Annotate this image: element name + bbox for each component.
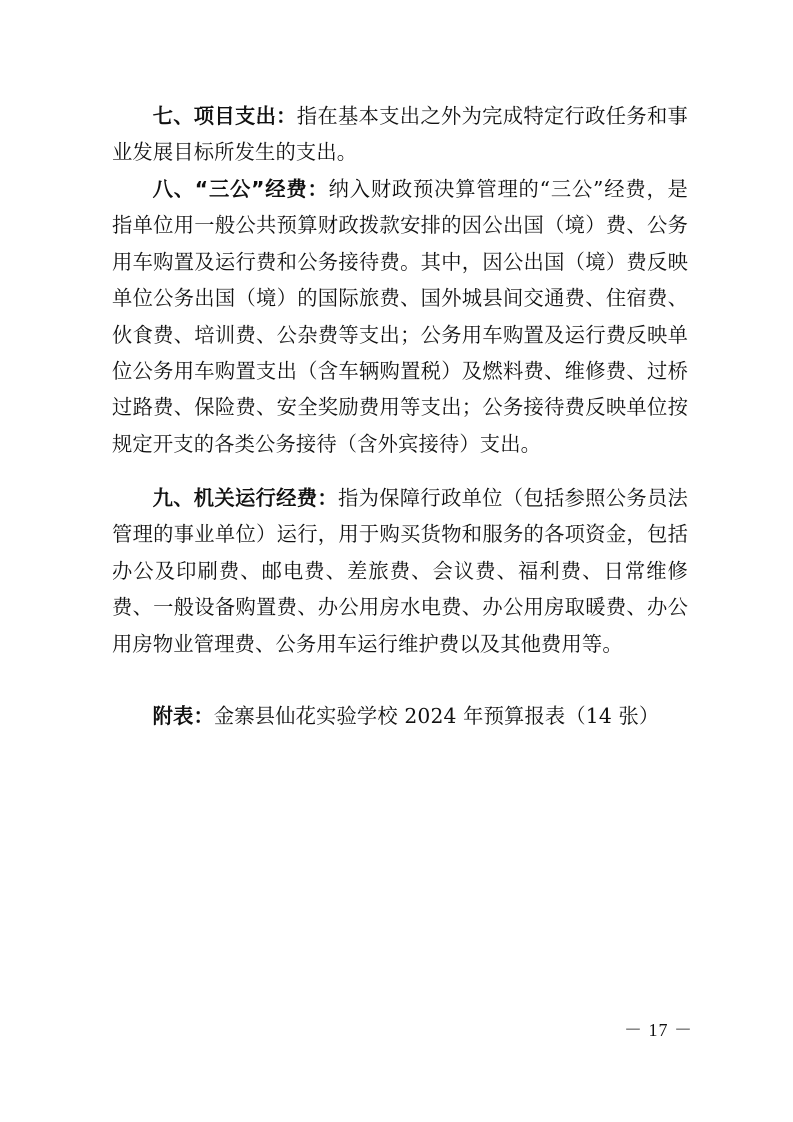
section-heading: 八、“三公”经费： [152, 177, 329, 201]
section-body: 指为保障行政单位（包括参照公务员法管理的事业单位）运行，用于购买货物和服务的各项资金，包括办公及印刷费、邮电费、差旅费、会议费、福利费、日常维修费、一般设备购置费、办公用房水电费、办公用房取暖费、办公用房物业管理费、公务用车运行维护费以及其他费用等。 [112, 486, 688, 656]
section-operating-expenses [112, 480, 688, 662]
page-number: － 17 － [624, 1020, 693, 1040]
attachment-heading: 附表： [152, 704, 214, 728]
section-project-expenditure [112, 98, 688, 171]
section-body: 指在基本支出之外为完成特定行政任务和事业发展目标所发生的支出。 [112, 104, 688, 165]
attachment-body: 金寨县仙花实验学校 2024 年预算报表（14 张） [213, 704, 660, 728]
section-heading: 九、机关运行经费： [152, 486, 338, 510]
section-three-public-expenses [112, 171, 688, 462]
section-body: 纳入财政预决算管理的“三公”经费，是指单位用一般公共预算财政拨款安排的因公出国（境）费、公务用车购置及运行费和公务接待费。其中，因公出国（境）费反映单位公务出国（境）的国际旅费、国外城县间交通费、住宿费、伙食费、培训费、公杂费等支出；公务用车购置及运行费反映单位公务用车购置支出（含车辆购置税）及燃料费、维修费、过桥过路费、保险费、安全奖励费用等支出；公务接待费反映单位按规定开支的各类公务接待（含外宾接待）支出。 [112, 177, 688, 456]
attachment-note [112, 698, 688, 734]
section-heading: 七、项目支出： [152, 104, 297, 128]
